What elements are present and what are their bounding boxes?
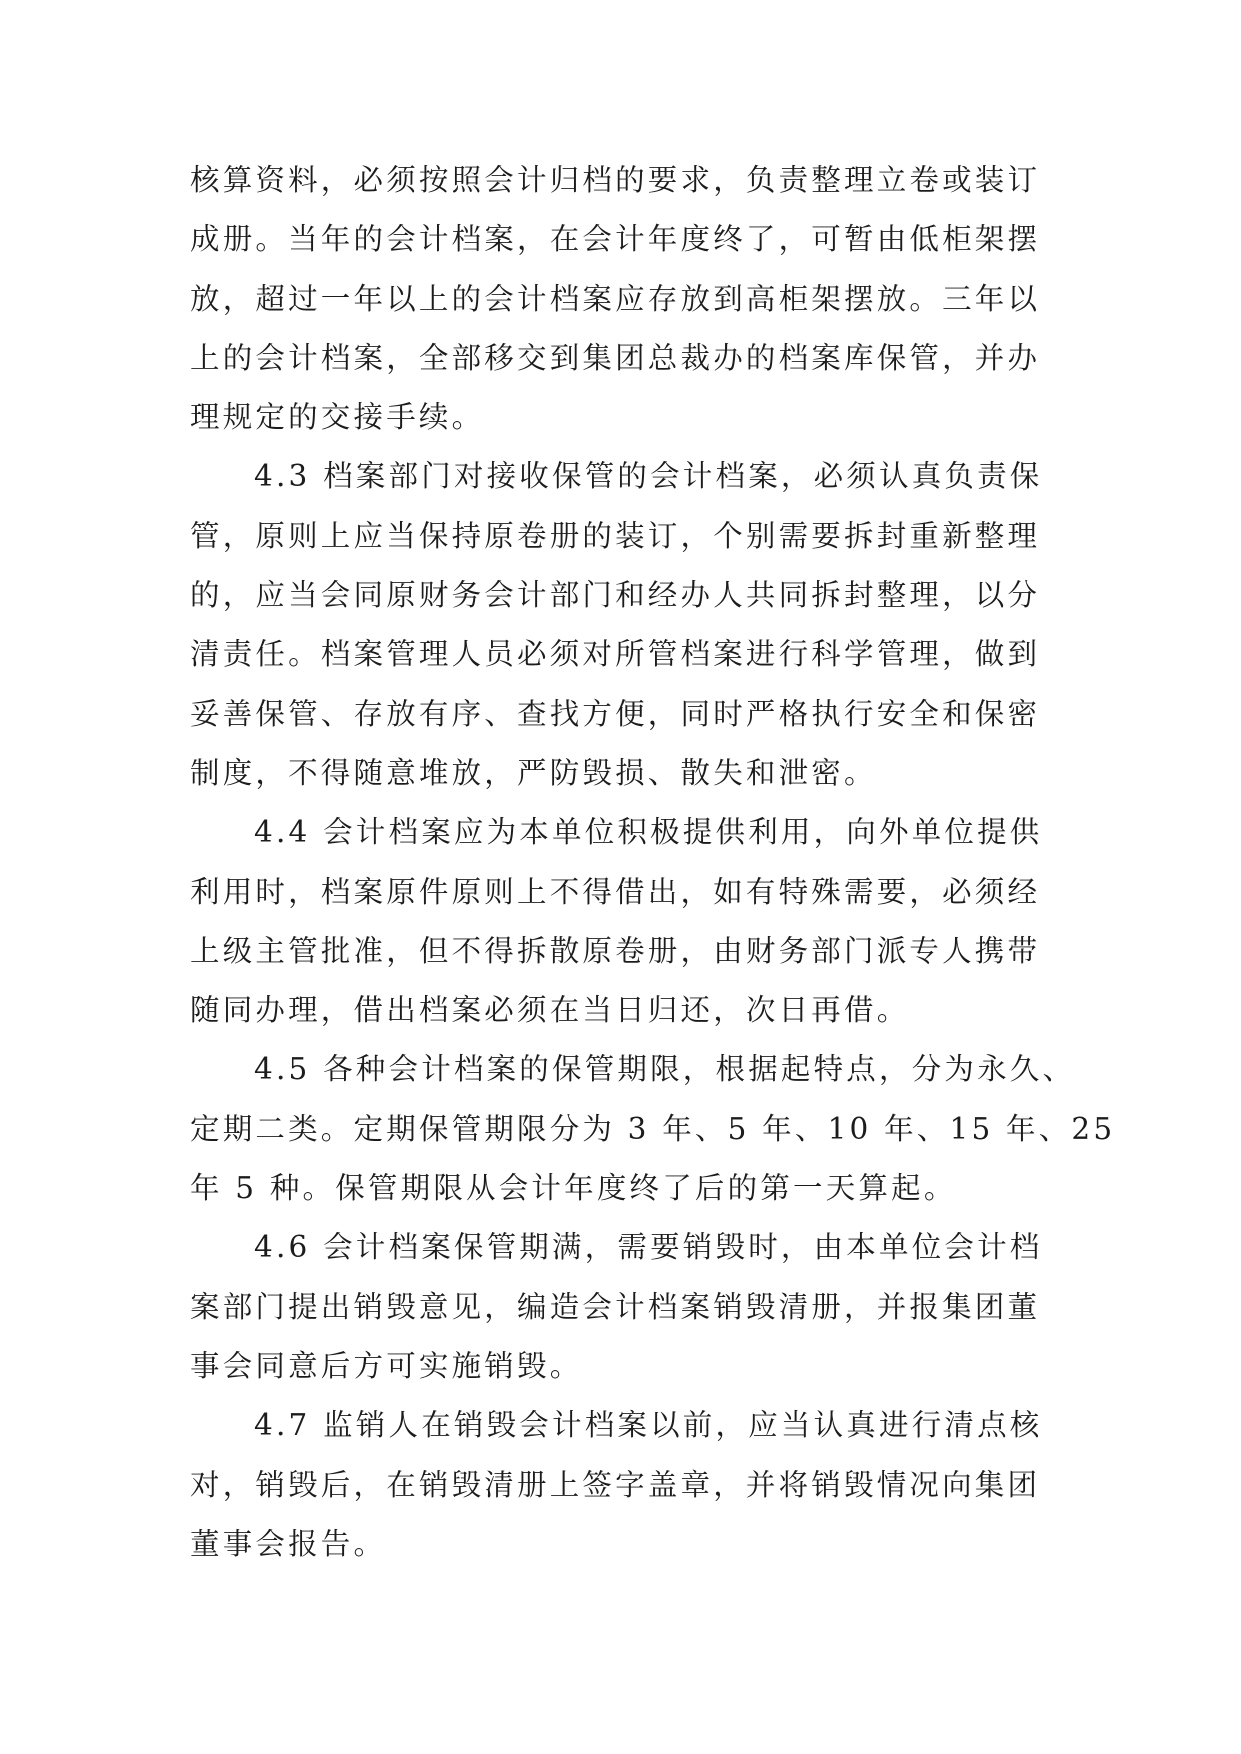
text-line: 的，应当会同原财务会计部门和经办人共同拆封整理，以分	[190, 578, 1041, 613]
paragraph-4-4	[190, 803, 1050, 1040]
text-line: 事会同意后方可实施销毁。	[190, 1348, 583, 1383]
text-line: 妥善保管、存放有序、查找方便，同时严格执行安全和保密	[190, 696, 1041, 731]
text-line: 利用时，档案原件原则上不得借出，如有特殊需要，必须经	[190, 874, 1041, 909]
paragraph-4-5	[190, 1040, 1116, 1218]
text-line: 制度，不得随意堆放，严防毁损、散失和泄密。	[190, 755, 877, 790]
text-line: 管，原则上应当保持原卷册的装订，个别需要拆封重新整理	[190, 518, 1041, 553]
text-line: 4.4 会计档案应为本单位积极提供利用，向外单位提供	[254, 815, 1043, 850]
text-line: 核算资料，必须按照会计归档的要求，负责整理立卷或装订	[190, 163, 1041, 197]
document-body	[190, 151, 1116, 1574]
text-line: 年 5 种。保管期限从会计年度终了后的第一天算起。	[190, 1171, 957, 1206]
text-line: 放，超过一年以上的会计档案应存放到高柜架摆放。三年以	[190, 281, 1041, 316]
text-line: 案部门提出销毁意见，编造会计档案销毁清册，并报集团董	[190, 1289, 1041, 1324]
text-line: 4.5 各种会计档案的保管期限，根据起特点，分为永久、	[254, 1052, 1076, 1087]
text-line: 清责任。档案管理人员必须对所管档案进行科学管理，做到	[190, 637, 1041, 672]
text-line: 理规定的交接手续。	[190, 400, 485, 435]
text-line: 4.7 监销人在销毁会计档案以前，应当认真进行清点核	[254, 1408, 1043, 1443]
text-line: 成册。当年的会计档案，在会计年度终了，可暂由低柜架摆	[190, 222, 1041, 257]
text-line: 4.3 档案部门对接收保管的会计档案，必须认真负责保	[254, 459, 1043, 494]
paragraph-4-3	[190, 447, 1050, 803]
text-line: 上的会计档案，全部移交到集团总裁办的档案库保管，并办	[190, 340, 1041, 375]
paragraph-4-6	[190, 1218, 1050, 1396]
text-line: 董事会报告。	[190, 1526, 387, 1561]
text-line: 定期二类。定期保管期限分为 3 年、5 年、10 年、15 年、25	[190, 1111, 1116, 1146]
text-line: 随同办理，借出档案必须在当日归还，次日再借。	[190, 993, 910, 1028]
text-line: 上级主管批准，但不得拆散原卷册，由财务部门派专人携带	[190, 933, 1041, 968]
text-line: 对，销毁后，在销毁清册上签字盖章，并将销毁情况向集团	[190, 1467, 1041, 1502]
paragraph	[190, 151, 1050, 447]
text-line: 4.6 会计档案保管期满，需要销毁时，由本单位会计档	[254, 1230, 1043, 1265]
paragraph-4-7	[190, 1396, 1050, 1574]
